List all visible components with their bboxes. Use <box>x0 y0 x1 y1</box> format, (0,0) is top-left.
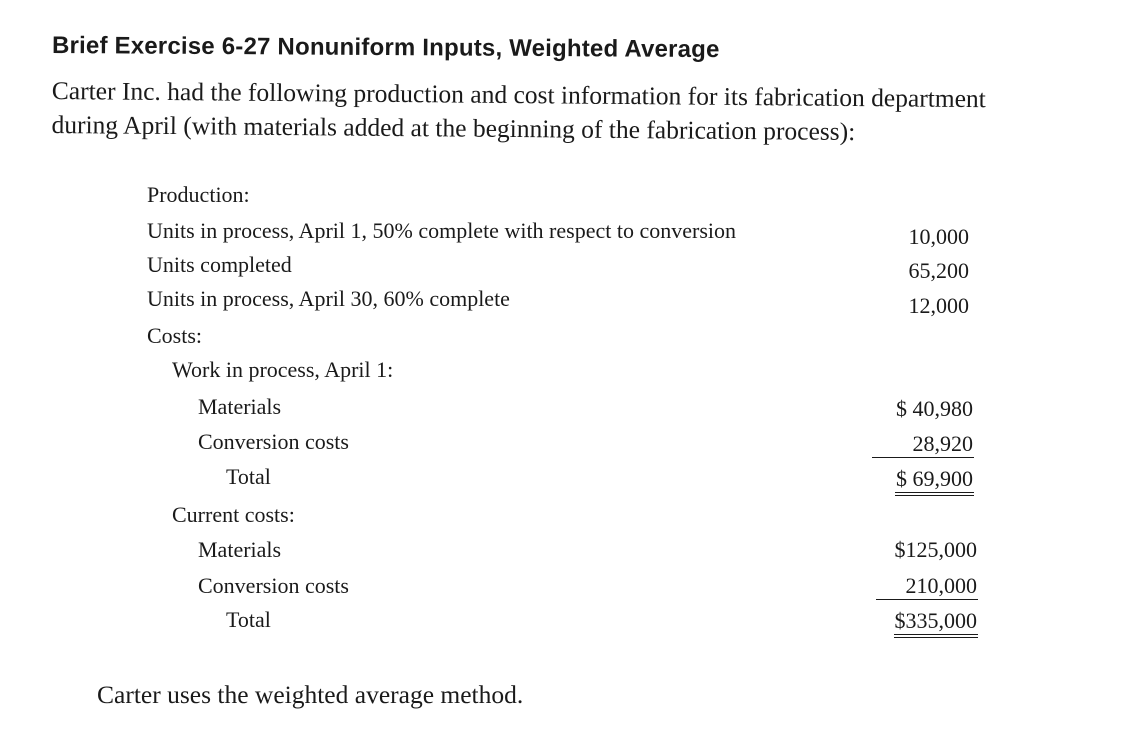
wip-header-row <box>0 357 1000 391</box>
current-total-label: Total <box>226 607 271 632</box>
table-row <box>0 394 1000 428</box>
wip-materials-label: Materials <box>198 394 282 419</box>
current-materials-value: $125,000 <box>894 537 977 562</box>
wip-header: Work in process, April 1: <box>172 357 394 382</box>
costs-header: Costs: <box>147 323 203 348</box>
units-ending-value: 12,000 <box>908 293 969 318</box>
current-costs-header: Current costs: <box>172 502 295 527</box>
units-beginning-label: Units in process, April 1, 50% complete with respect to conversion <box>147 218 736 243</box>
current-total-value: $335,000 <box>894 608 979 638</box>
current-conversion-value: 210,000 <box>876 573 978 600</box>
intro-line-1: Carter Inc. had the following production and cost information for its fabrication department <box>51 75 986 114</box>
current-conversion-label: Conversion costs <box>198 573 349 598</box>
table-row <box>0 286 1000 320</box>
table-row <box>0 252 1000 286</box>
table-row <box>0 537 1000 571</box>
wip-materials-value: $ 40,980 <box>896 396 973 421</box>
table-row <box>0 573 1000 607</box>
current-materials-label: Materials <box>198 537 282 562</box>
wip-total-label: Total <box>226 464 271 489</box>
wip-conversion-value: 28,920 <box>872 431 974 458</box>
production-header: Production: <box>147 182 250 207</box>
method-note: Carter uses the weighted average method. <box>97 680 524 709</box>
units-completed-label: Units completed <box>147 252 292 277</box>
wip-conversion-label: Conversion costs <box>198 429 349 454</box>
units-ending-label: Units in process, April 30, 60% complete <box>147 286 510 311</box>
current-header-row <box>0 502 1000 536</box>
table-row <box>0 607 1000 641</box>
exercise-heading: Brief Exercise 6-27 Nonuniform Inputs, Weighted Average <box>51 32 720 64</box>
intro-line-2: during April (with materials added at the beginning of the fabrication process): <box>51 109 856 147</box>
units-completed-value: 65,200 <box>908 258 969 283</box>
wip-total-value: $ 69,900 <box>895 466 974 496</box>
production-header-row <box>0 182 1000 216</box>
table-row <box>0 429 1000 463</box>
table-row <box>0 464 1000 498</box>
costs-header-row <box>0 323 1000 357</box>
units-beginning-value: 10,000 <box>908 224 969 249</box>
table-row <box>0 218 1000 252</box>
